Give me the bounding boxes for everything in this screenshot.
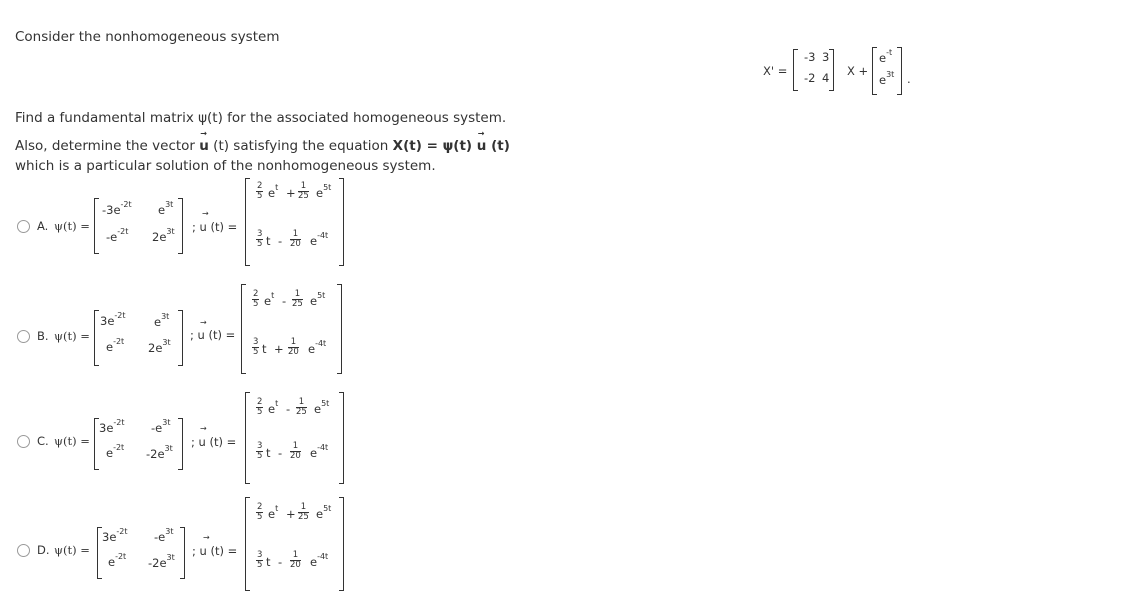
u-bottom-entry: $\frac{3}{5}$ t - $\frac{1}{20}$ $e^{-4t}$ — [257, 550, 329, 570]
option-c-radio[interactable] — [17, 435, 30, 448]
forcing-bottom: $e^{3t}$ — [879, 70, 895, 87]
matrix-bracket-left — [793, 49, 798, 91]
option-d-psi-label: ψ(t) = — [54, 543, 90, 557]
u-top-entry: $\frac{2}{5}$ $e^t$ + $\frac{1}{25}$ $e^{5t}$ — [257, 502, 332, 522]
forcing-top: $e^{-t}$ — [879, 48, 893, 65]
psi-bracket-left — [94, 198, 99, 254]
u-bracket-right — [339, 497, 344, 591]
psi-a12: $e^{3t}$ — [158, 200, 174, 217]
system-period: . — [907, 72, 911, 86]
matrix-a11: -3 — [804, 50, 816, 64]
u-bottom-entry: $\frac{3}{5}$ t - $\frac{1}{20}$ $e^{-4t}$ — [257, 441, 329, 461]
psi-b21: $e^{-2t}$ — [106, 337, 125, 354]
option-c[interactable]: C. ψ(t) = $3e^{-2t}$ $-e^{3t}$ $e^{-2t}$ $-2e^{3t}$ → ; u (t) = $\frac{2}{5}$ $e^t$ - $\frac{1}{25}$ $e^{5t}$ $\frac{3}{5}$ t - $\frac{1}{20}$ $e^{-4t}$ — [0, 392, 360, 484]
u-bracket-left — [245, 178, 250, 266]
question-line2: Also, determine the vector → u (t) satisfying the equation X(t) = ψ(t) → u (t) — [15, 129, 510, 154]
psi-d11: $3e^{-2t}$ — [102, 527, 128, 544]
vector-bracket-left — [872, 47, 877, 95]
psi-d12: $-e^{3t}$ — [154, 527, 174, 544]
matrix-a22: 4 — [822, 71, 830, 85]
psi-c12: $-e^{3t}$ — [151, 418, 171, 435]
question-line1: Find a fundamental matrix ψ(t) for the associated homogeneous system. — [15, 110, 507, 126]
psi-bracket-right — [180, 527, 185, 579]
option-a-u-label: ; u (t) = — [192, 220, 238, 234]
psi-bracket-right — [178, 418, 183, 470]
psi-b12: $e^{3t}$ — [154, 312, 170, 329]
option-a-letter: A. — [37, 219, 49, 233]
u-top-entry: $\frac{2}{5}$ $e^t$ - $\frac{1}{25}$ $e^{5t}$ — [253, 289, 326, 309]
u-bracket-right — [339, 178, 344, 266]
u-top-entry: $\frac{2}{5}$ $e^t$ + $\frac{1}{25}$ $e^{5t}$ — [257, 181, 332, 201]
psi-b22: $2e^{3t}$ — [148, 338, 171, 355]
u-bottom-entry: $\frac{3}{5}$ t + $\frac{1}{20}$ $e^{-4t}$ — [253, 337, 327, 357]
option-b[interactable]: B. ψ(t) = $3e^{-2t}$ $e^{3t}$ $e^{-2t}$ $2e^{3t}$ → ; u (t) = $\frac{2}{5}$ $e^t$ - $\frac{1}{25}$ $e^{5t}$ $\frac{3}{5}$ t + $\frac{1}{20}$ $e^{-4t}$ — [0, 284, 360, 374]
psi-d22: $-2e^{3t}$ — [148, 553, 175, 570]
u-bottom-entry: $\frac{3}{5}$ t - $\frac{1}{20}$ $e^{-4t}$ — [257, 229, 329, 249]
system-equation — [760, 42, 920, 102]
psi-bracket-right — [178, 198, 183, 254]
matrix-a21: -2 — [804, 71, 816, 85]
option-b-u-label: ; u (t) = — [190, 328, 236, 342]
option-a-psi-label: ψ(t) = — [54, 219, 90, 233]
system-lhs: X' = — [763, 64, 788, 78]
option-d[interactable]: D. ψ(t) = $3e^{-2t}$ $-e^{3t}$ $e^{-2t}$ $-2e^{3t}$ → ; u (t) = $\frac{2}{5}$ $e^t$ + $\frac{1}{25}$ $e^{5t}$ $\frac{3}{5}$ t - $\frac{1}{20}$ $e^{-4t}$ — [0, 497, 360, 591]
psi-c11: $3e^{-2t}$ — [99, 418, 125, 435]
option-d-letter: D. — [37, 543, 50, 557]
psi-d21: $e^{-2t}$ — [108, 552, 127, 569]
option-c-letter: C. — [37, 434, 49, 448]
system-mid: X + — [847, 64, 869, 78]
psi-a11: $-3e^{-2t}$ — [102, 200, 132, 217]
question-intro: Consider the nonhomogeneous system — [15, 29, 280, 45]
option-b-radio[interactable] — [17, 330, 30, 343]
option-c-psi-label: ψ(t) = — [54, 434, 90, 448]
u-bracket-right — [339, 392, 344, 484]
option-b-letter: B. — [37, 329, 49, 343]
matrix-bracket-right — [829, 49, 834, 91]
psi-bracket-right — [178, 310, 183, 366]
psi-c21: $e^{-2t}$ — [106, 443, 125, 460]
u-bracket-right — [337, 284, 342, 374]
question-line3: which is a particular solution of the nonhomogeneous system. — [15, 158, 436, 174]
option-c-u-label: ; u (t) = — [191, 435, 237, 449]
option-d-radio[interactable] — [17, 544, 30, 557]
psi-a21: $-e^{-2t}$ — [106, 227, 129, 244]
u-bracket-left — [241, 284, 246, 374]
psi-a22: $2e^{3t}$ — [152, 227, 175, 244]
psi-b11: $3e^{-2t}$ — [100, 311, 126, 328]
u-top-entry: $\frac{2}{5}$ $e^t$ - $\frac{1}{25}$ $e^{5t}$ — [257, 397, 330, 417]
psi-c22: $-2e^{3t}$ — [146, 444, 173, 461]
option-a[interactable]: A. ψ(t) = $-3e^{-2t}$ $e^{3t}$ $-e^{-2t}$ $2e^{3t}$ → ; u (t) = $\frac{2}{5}$ $e^t$ + $\frac{1}{25}$ $e^{5t}$ $\frac{3}{5}$ t - $\frac{1}{20}$ $e^{-4t}$ — [0, 178, 360, 266]
option-d-u-label: ; u (t) = — [192, 544, 238, 558]
psi-bracket-left — [94, 310, 99, 366]
u-bracket-left — [245, 497, 250, 591]
matrix-a12: 3 — [822, 50, 830, 64]
vector-bracket-right — [897, 47, 902, 95]
option-a-radio[interactable] — [17, 220, 30, 233]
u-bracket-left — [245, 392, 250, 484]
option-b-psi-label: ψ(t) = — [54, 329, 90, 343]
